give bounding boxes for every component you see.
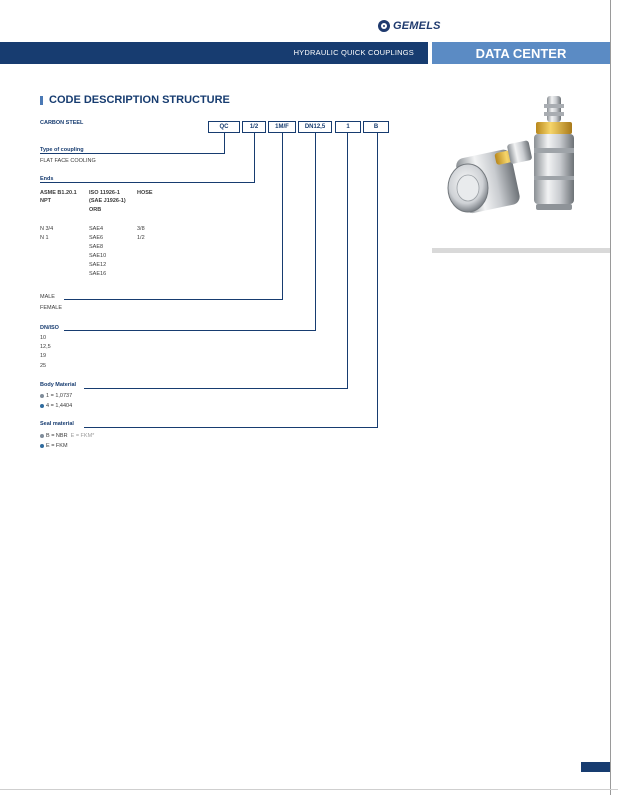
leader-line-dn-v <box>315 133 316 331</box>
dn-value: 19 <box>40 353 47 359</box>
leader-line-body <box>84 388 348 389</box>
leader-line-seal-v <box>377 133 378 428</box>
seal-material-item: B = NBR E = FKM* <box>40 433 94 440</box>
leader-line-body-v <box>347 133 348 389</box>
type-heading: Type of coupling <box>40 147 84 153</box>
gray-dot-icon <box>40 394 44 398</box>
gender-female: FEMALE <box>40 305 63 311</box>
gender-male: MALE <box>40 294 55 300</box>
code-segment-body: 1 <box>335 121 361 133</box>
leader-line-ends-v <box>254 133 255 183</box>
section-title <box>40 94 230 106</box>
body-material-heading: Body Material <box>40 382 77 388</box>
coupling-product-image <box>440 92 590 222</box>
type-value: FLAT FACE COOLING <box>40 158 96 164</box>
dn-value: 25 <box>40 363 47 369</box>
dn-heading: DN/ISO <box>40 325 59 331</box>
page-corner-bar <box>581 762 610 772</box>
datacenter-title: DATA CENTER <box>475 46 567 61</box>
gray-dot-icon <box>40 434 44 438</box>
ends-col2-value: SAE8 <box>89 244 104 250</box>
ends-col1-value: N 3/4 <box>40 226 54 232</box>
ends-col2-header-3: ORB <box>89 207 102 213</box>
ends-col2-value: SAE4 <box>89 226 104 232</box>
ends-col2-value: SAE16 <box>89 271 107 277</box>
seal-material-heading: Seal material <box>40 421 74 427</box>
ends-col2-header-2: (SAE J1926-1) <box>89 198 126 204</box>
body-material-item: 1 = 1,0737 <box>40 393 72 400</box>
section-marker <box>40 96 43 105</box>
code-segment-type: QC <box>208 121 240 133</box>
logo-text: GEMELS <box>393 20 441 32</box>
datacenter-bar <box>432 42 610 64</box>
ends-col3-value: 3/8 <box>137 226 145 232</box>
brand-logo <box>378 20 441 32</box>
leader-line-gender-v <box>282 133 283 300</box>
code-segment-dn: DN12,5 <box>298 121 332 133</box>
ends-col2-value: SAE10 <box>89 253 107 259</box>
header-bar <box>0 42 428 64</box>
ends-heading: Ends <box>40 176 54 182</box>
ends-col3-header-1: HOSE <box>137 190 153 196</box>
leader-line-seal <box>84 427 378 428</box>
section-title-text: CODE DESCRIPTION STRUCTURE <box>49 94 230 106</box>
leader-line-gender <box>64 299 283 300</box>
ends-col3-value: 1/2 <box>137 235 145 241</box>
dn-value: 10 <box>40 335 47 341</box>
code-segment-seal: B <box>363 121 389 133</box>
body-material-item: 4 = 1,4404 <box>40 403 72 410</box>
leader-line-dn <box>64 330 316 331</box>
leader-line-type-v <box>224 133 225 154</box>
ends-col1-value: N 1 <box>40 235 49 241</box>
ends-col2-value: SAE6 <box>89 235 104 241</box>
page-edge-bottom <box>0 789 618 790</box>
leader-line-ends <box>40 182 254 183</box>
code-segment-ends: 1M/F <box>268 121 296 133</box>
ends-col2-header-1: ISO 11926-1 <box>89 190 120 196</box>
material-label: CARBON STEEL <box>40 120 84 126</box>
ends-col1-header-2: NPT <box>40 198 51 204</box>
ends-col1-header-1: ASME B1.20.1 <box>40 190 77 196</box>
seal-material-item: E = FKM <box>40 443 68 450</box>
header-title: HYDRAULIC QUICK COUPLINGS <box>293 48 414 57</box>
page-edge <box>610 0 611 795</box>
ends-col2-value: SAE12 <box>89 262 107 268</box>
logo-mark-icon <box>378 20 390 32</box>
blue-dot-icon <box>40 404 44 408</box>
code-segment-size: 1/2 <box>242 121 266 133</box>
dn-value: 12,5 <box>40 344 51 350</box>
product-divider <box>432 248 610 253</box>
blue-dot-icon <box>40 444 44 448</box>
